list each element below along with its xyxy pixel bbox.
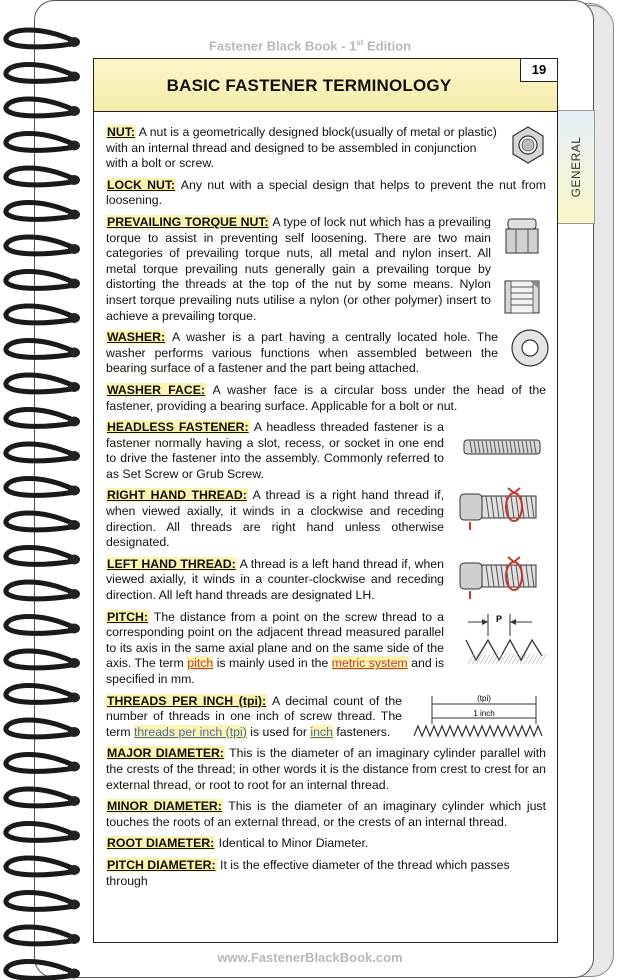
spiral-coil xyxy=(6,651,72,668)
content-box xyxy=(93,58,558,943)
metric-system-link[interactable]: metric system xyxy=(331,656,408,671)
spiral-hole xyxy=(68,106,80,116)
spiral-coil xyxy=(6,168,72,185)
spiral-hole xyxy=(68,210,80,220)
spiral-hole xyxy=(68,658,80,668)
page-title: BASIC FASTENER TERMINOLOGY xyxy=(166,76,452,95)
spiral-hole xyxy=(68,900,80,910)
entry-left-hand-thread: LEFT HAND THREAD: A thread is a left hand thread if, when viewed axially, it winds in a counter-clockwise and receding direction. All left hand threads are designated LH. xyxy=(106,557,444,604)
term-washer-face: WASHER FACE: xyxy=(107,382,206,397)
spiral-hole xyxy=(68,348,80,358)
spiral-hole xyxy=(68,279,80,289)
entry-washer: WASHER: A washer is a part having a centrally located hole. The washer performs various functions when assembled between the bearing surface of a fastener and the part being attached. xyxy=(106,330,498,377)
book-title: Fastener Black Book - 1st Edition xyxy=(208,38,412,54)
spiral-coil xyxy=(6,789,72,806)
page-number: 19 xyxy=(520,58,558,82)
spiral-coil xyxy=(6,582,72,599)
right-hand-thread-icon xyxy=(456,482,540,532)
entry-threads-per-inch: THREADS PER INCH (tpi): A decimal count of the number of threads in one inch of screw thread. The term threads per inch (tpi) is used for inch fasteners. (tpi) 1 inch xyxy=(106,694,402,741)
entry-lock-nut: LOCK NUT: Any nut with a special design that helps to prevent the nut from loosening. xyxy=(106,177,546,208)
spiral-hole xyxy=(68,934,80,944)
spiral-coil xyxy=(6,444,72,461)
term-lock-nut: LOCK NUT: xyxy=(107,177,176,192)
spiral-coil xyxy=(6,237,72,254)
spiral-hole xyxy=(68,451,80,461)
entry-minor-diameter: MINOR DIAMETER: This is the diameter of an imaginary cylinder which just touches the roots of an external thread, or the crests of an internal thread. xyxy=(106,799,546,829)
left-hand-thread-icon xyxy=(456,551,540,601)
spiral-coil xyxy=(6,893,72,910)
entry-prevailing-torque-nut: PREVAILING TORQUE NUT: A type of lock nut which has a prevailing torque to assist in preventing self loosening. There are two main categories of prevailing torque nuts, all metal and nylon insert. All metal torque prevailing nuts generally gain a prevailing torque by distorting the threads at the top of the nut by some means. Nylon insert torque prevailing nuts utilise a nylon (or other polymer) insert to achieve a prevailing torque. xyxy=(106,215,491,324)
term-washer: WASHER: xyxy=(107,330,166,345)
term-threads-per-inch: THREADS PER INCH (tpi): xyxy=(107,693,267,708)
spiral-coil xyxy=(6,375,72,392)
spiral-coil xyxy=(6,617,72,634)
spiral-hole xyxy=(68,382,80,392)
set-screw-icon xyxy=(462,436,544,458)
pitch-diagram-icon xyxy=(462,610,546,666)
entry-root-diameter: ROOT DIAMETER: Identical to Minor Diameter. xyxy=(107,836,369,851)
term-major-diameter: MAJOR DIAMETER: xyxy=(107,746,225,761)
spiral-hole xyxy=(68,555,80,565)
entry-major-diameter: MAJOR DIAMETER: This is the diameter of an imaginary cylinder parallel with the crests of the thread; in other words it is the distance from crest to crest for an external thread, or root to root for an internal thread. xyxy=(106,746,546,792)
inch-link[interactable]: inch xyxy=(310,724,333,739)
spiral-hole xyxy=(68,175,80,185)
spiral-hole xyxy=(68,313,80,323)
term-pitch: PITCH: xyxy=(107,609,148,624)
spiral-hole xyxy=(68,244,80,254)
spiral-coil xyxy=(6,99,72,116)
spiral-hole xyxy=(68,762,80,772)
entry-washer-face: WASHER FACE: A washer face is a circular boss under the head of the fastener, providing a bearing surface. Applicable for a bolt or nut. xyxy=(106,382,546,413)
term-right-hand-thread: RIGHT HAND THREAD: xyxy=(107,488,247,503)
term-pitch-diameter: PITCH DIAMETER: xyxy=(107,857,216,872)
spiral-hole xyxy=(68,796,80,806)
spiral-hole xyxy=(68,141,80,151)
spiral-hole xyxy=(68,589,80,599)
term-list xyxy=(106,125,546,895)
pitch-label: P xyxy=(495,613,503,624)
spiral-hole xyxy=(68,624,80,634)
term-headless-fastener: HEADLESS FASTENER: xyxy=(107,420,249,435)
spiral-hole xyxy=(68,831,80,841)
term-nut: NUT: xyxy=(107,125,136,139)
spiral-coil xyxy=(6,548,72,565)
header-bar xyxy=(94,59,557,112)
spiral-coil xyxy=(6,720,72,737)
spiral-coil xyxy=(6,755,72,772)
nylon-lock-nut-icon xyxy=(504,215,540,259)
spiral-coil xyxy=(6,65,72,82)
spiral-coil xyxy=(6,306,72,323)
spiral-coil xyxy=(6,513,72,530)
spiral-coil xyxy=(6,927,72,944)
spiral-binding xyxy=(0,0,95,980)
spiral-hole xyxy=(68,693,80,703)
entry-headless-fastener: HEADLESS FASTENER: A headless threaded fastener is a fastener normally having a slot, recess, or socket in one end to drive the fastener into the assembly. Commonly referred to as Set Screw or Grub Screw. xyxy=(106,420,444,482)
term-root-diameter: ROOT DIAMETER: xyxy=(107,836,215,851)
entry-right-hand-thread: RIGHT HAND THREAD: A thread is a right hand thread if, when viewed axially, it winds in a clockwise and receding direction. All threads are right hand unless otherwise designated. xyxy=(106,488,444,550)
term-minor-diameter: MINOR DIAMETER: xyxy=(107,799,222,814)
term-prevailing-torque-nut: PREVAILING TORQUE NUT: xyxy=(107,214,269,229)
spiral-hole xyxy=(68,520,80,530)
all-metal-lock-nut-icon xyxy=(502,275,542,319)
spiral-coil xyxy=(6,410,72,427)
spiral-coil xyxy=(6,272,72,289)
website-footer[interactable]: www.FastenerBlackBook.com xyxy=(217,950,403,965)
entry-pitch: PITCH: The distance from a point on the screw thread to a corresponding point on the adjacent thread measured parallel to its axis in the same axial plane and on the same side of the axis. The term pitch is mainly used in the metric system and is specified in mm. P xyxy=(106,610,444,688)
spiral-hole xyxy=(68,72,80,82)
tpi-label: (tpi) xyxy=(477,693,491,703)
washer-icon xyxy=(510,328,550,368)
pitch-link[interactable]: pitch xyxy=(187,656,214,671)
section-tab-general[interactable]: GENERAL xyxy=(558,110,595,224)
spiral-hole xyxy=(68,865,80,875)
spiral-hole xyxy=(68,417,80,427)
term-left-hand-thread: LEFT HAND THREAD: xyxy=(107,556,236,571)
spiral-hole xyxy=(68,727,80,737)
entry-nut: NUT: A nut is a geometrically designed block(usually of metal or plastic) with an internal thread and designed to be assembled in conjunction with a bolt or screw. xyxy=(106,125,498,172)
tpi-diagram-icon xyxy=(412,692,546,740)
spiral-hole xyxy=(68,969,80,979)
one-inch-label: 1 inch xyxy=(473,708,495,718)
spiral-coil xyxy=(6,341,72,358)
hex-nut-icon xyxy=(510,125,546,165)
spiral-coil xyxy=(6,824,72,841)
tpi-link[interactable]: threads per inch (tpi) xyxy=(134,724,247,739)
spiral-coil xyxy=(6,686,72,703)
entry-pitch-diameter: PITCH DIAMETER: It is the effective diameter of the thread which passes through xyxy=(106,857,510,888)
spiral-coil xyxy=(6,479,72,496)
spiral-coil xyxy=(6,134,72,151)
spiral-coil xyxy=(6,203,72,220)
spiral-hole xyxy=(68,486,80,496)
spiral-coil xyxy=(6,858,72,875)
